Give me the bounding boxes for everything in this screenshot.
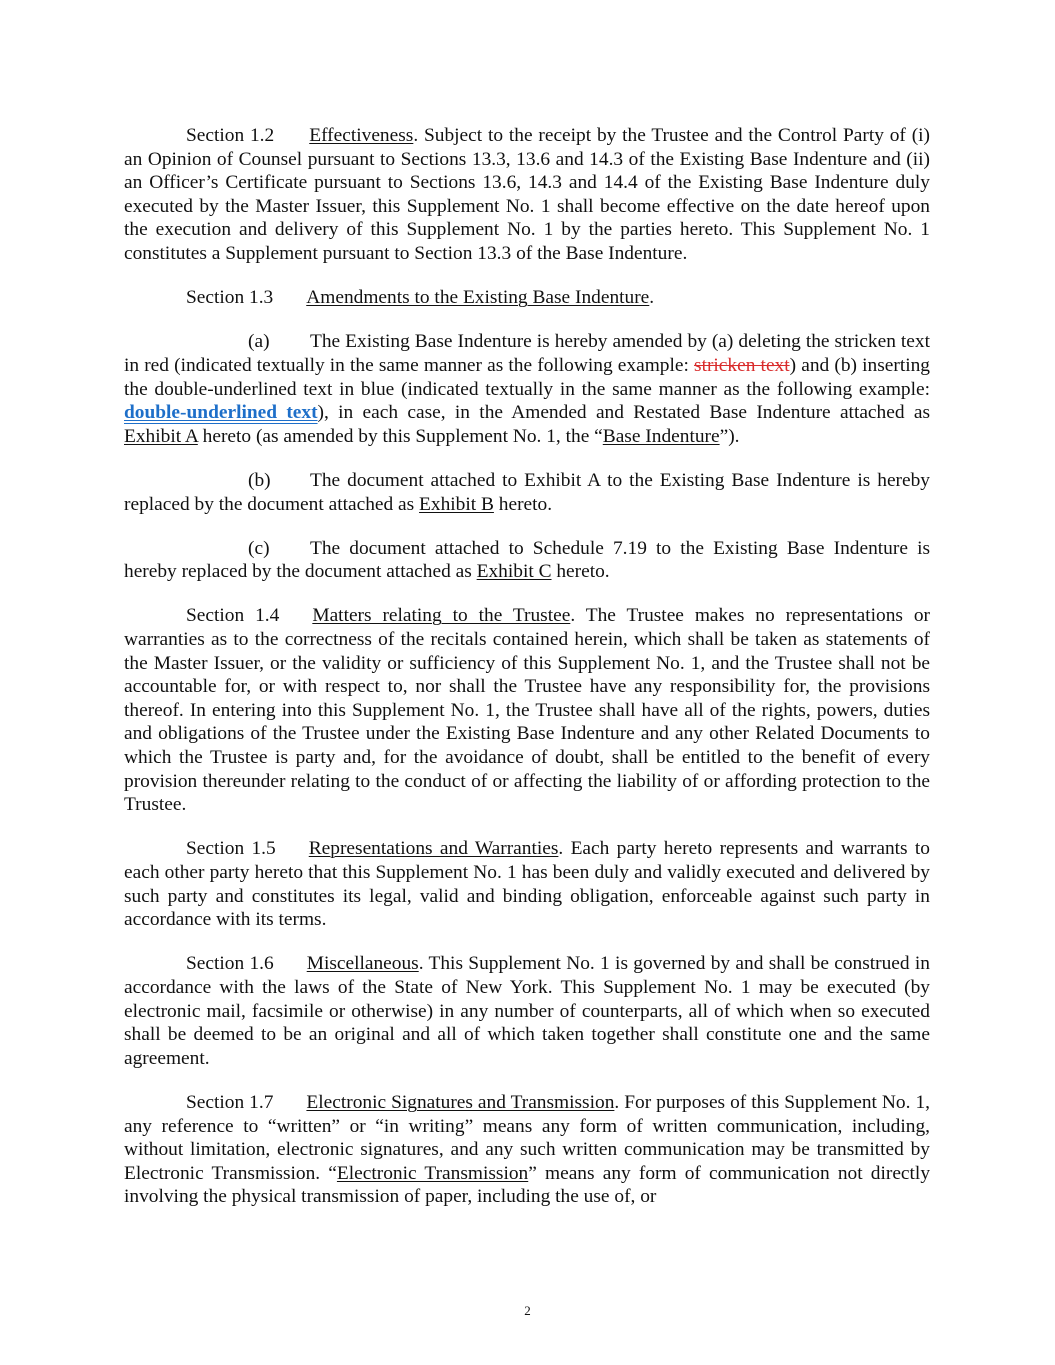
section-1-3 xyxy=(124,286,930,310)
section-number: Section 1.7 xyxy=(186,1091,274,1113)
section-heading: Electronic Signatures and Transmission xyxy=(306,1091,615,1113)
section-heading: Representations and Warranties xyxy=(308,838,559,860)
section-trail: . xyxy=(649,287,655,309)
double-underlined-example: double-underlined text xyxy=(124,402,318,424)
section-body: . This Supplement No. 1 is governed by and shall be construed in accordance with the laws of the State of New York. This Supplement No. 1 may be executed (by electronic mail, facsimile or otherwise) in any number of counterparts, all of which when so executed shall be deemed to be an original and all of which taken together shall constitute one and the same agreement. xyxy=(124,953,930,1069)
section-number: Section 1.3 xyxy=(186,287,274,309)
section-number: Section 1.4 xyxy=(186,605,280,627)
document-page xyxy=(124,124,930,1209)
clause-text: hereto. xyxy=(493,493,553,515)
section-body: ” means any form of communication not directly involving the physical transmission of paper, including the use of, or xyxy=(124,1162,931,1208)
section-number: Section 1.5 xyxy=(186,838,276,860)
exhibit-b-ref: Exhibit B xyxy=(419,493,494,515)
stricken-example: stricken text xyxy=(694,354,790,376)
clause-text: The Existing Base Indenture is hereby amended by (a) deleting the stricken text in red (indicated textually in the same manner as the following example: xyxy=(124,331,930,376)
section-number: Section 1.2 xyxy=(186,125,275,146)
exhibit-a-ref: Exhibit A xyxy=(124,425,198,447)
exhibit-c-ref: Exhibit C xyxy=(476,561,552,583)
section-body: . For purposes of this Supplement No. 1, any reference to “written” or “in writing” means any form of written communication, including, without limitation, electronic signatures, and any such written communication may be transmitted by Electronic Transmission. “ xyxy=(124,1091,930,1184)
clause-text: hereto (as amended by this Supplement No. 1, the “ xyxy=(197,425,603,447)
section-1-7 xyxy=(124,1091,930,1209)
clause-c xyxy=(124,537,930,584)
section-1-2 xyxy=(124,124,930,266)
clause-text: hereto. xyxy=(551,561,610,583)
section-body: . Subject to the receipt by the Trustee and the Control Party of (i) an Opinion of Counsel pursuant to Sections 13.3, 13.6 and 14.3 of the Existing Base Indenture and (ii) an Officer’s Certificate pursuant to Sections 13.6, 14.3 and 14.4 of the Existing Base Indenture duly executed by the Master Issuer, this Supplement No. 1 shall become effective on the date hereof upon the execution and delivery of this Supplement No. 1 by the parties hereto. This Supplement No. 1 constitutes a Supplement pursuant to Section 13.3 of the Base Indenture. xyxy=(124,125,931,264)
defined-term: Base Indenture xyxy=(602,425,720,447)
clause-label: (a) xyxy=(248,331,270,353)
section-number: Section 1.6 xyxy=(186,953,274,975)
section-1-6 xyxy=(124,952,930,1070)
section-body: . Each party hereto represents and warrants to each other party hereto that this Supplement No. 1 has been duly and validly executed and delivered by such party and constitutes its legal, valid and binding obligation, enforceable against such party in accordance with its terms. xyxy=(124,838,930,931)
clause-b xyxy=(124,469,930,516)
section-heading: Miscellaneous xyxy=(306,953,419,975)
clause-text: The document attached to Exhibit A to the Existing Base Indenture is hereby replaced by the document attached as xyxy=(124,469,930,515)
clause-label: (c) xyxy=(248,537,270,559)
section-heading: Matters relating to the Trustee xyxy=(312,605,571,627)
clause-text: ”). xyxy=(719,425,740,447)
section-heading: Effectiveness xyxy=(309,125,414,146)
clause-text: ), in each case, in the Amended and Restated Base Indenture attached as xyxy=(317,402,931,424)
clause-text: The document attached to Schedule 7.19 to the Existing Base Indenture is hereby replaced by the document attached as xyxy=(124,537,930,583)
section-heading: Amendments to the Existing Base Indenture xyxy=(306,287,650,309)
defined-term: Electronic Transmission xyxy=(336,1162,529,1184)
section-body: . The Trustee makes no representations or warranties as to the correctness of the recitals contained herein, which shall be taken as statements of the Master Issuer, or the validity or sufficiency of this Supplement No. 1, and the Trustee shall not be accountable for, or with respect to, nor shall the Trustee have any responsibility for, the provisions thereof. In entering into this Supplement No. 1, the Trustee shall have all of the rights, powers, duties and obligations of the Trustee under the Existing Base Indenture and any other Related Documents to which the Trustee is party and, for the avoidance of doubt, shall be entitled to the benefit of every provision thereunder relating to the conduct of or affecting the liability of or affording protection to the Trustee. xyxy=(124,605,931,816)
section-1-5 xyxy=(124,837,930,931)
page-number: 2 xyxy=(524,1303,531,1318)
section-1-4 xyxy=(124,604,930,816)
clause-text: ) and (b) inserting the double-underlined text in blue (indicated textually in the same manner as the following example: xyxy=(124,354,930,400)
clause-label: (b) xyxy=(248,469,271,491)
clause-a xyxy=(124,330,930,448)
